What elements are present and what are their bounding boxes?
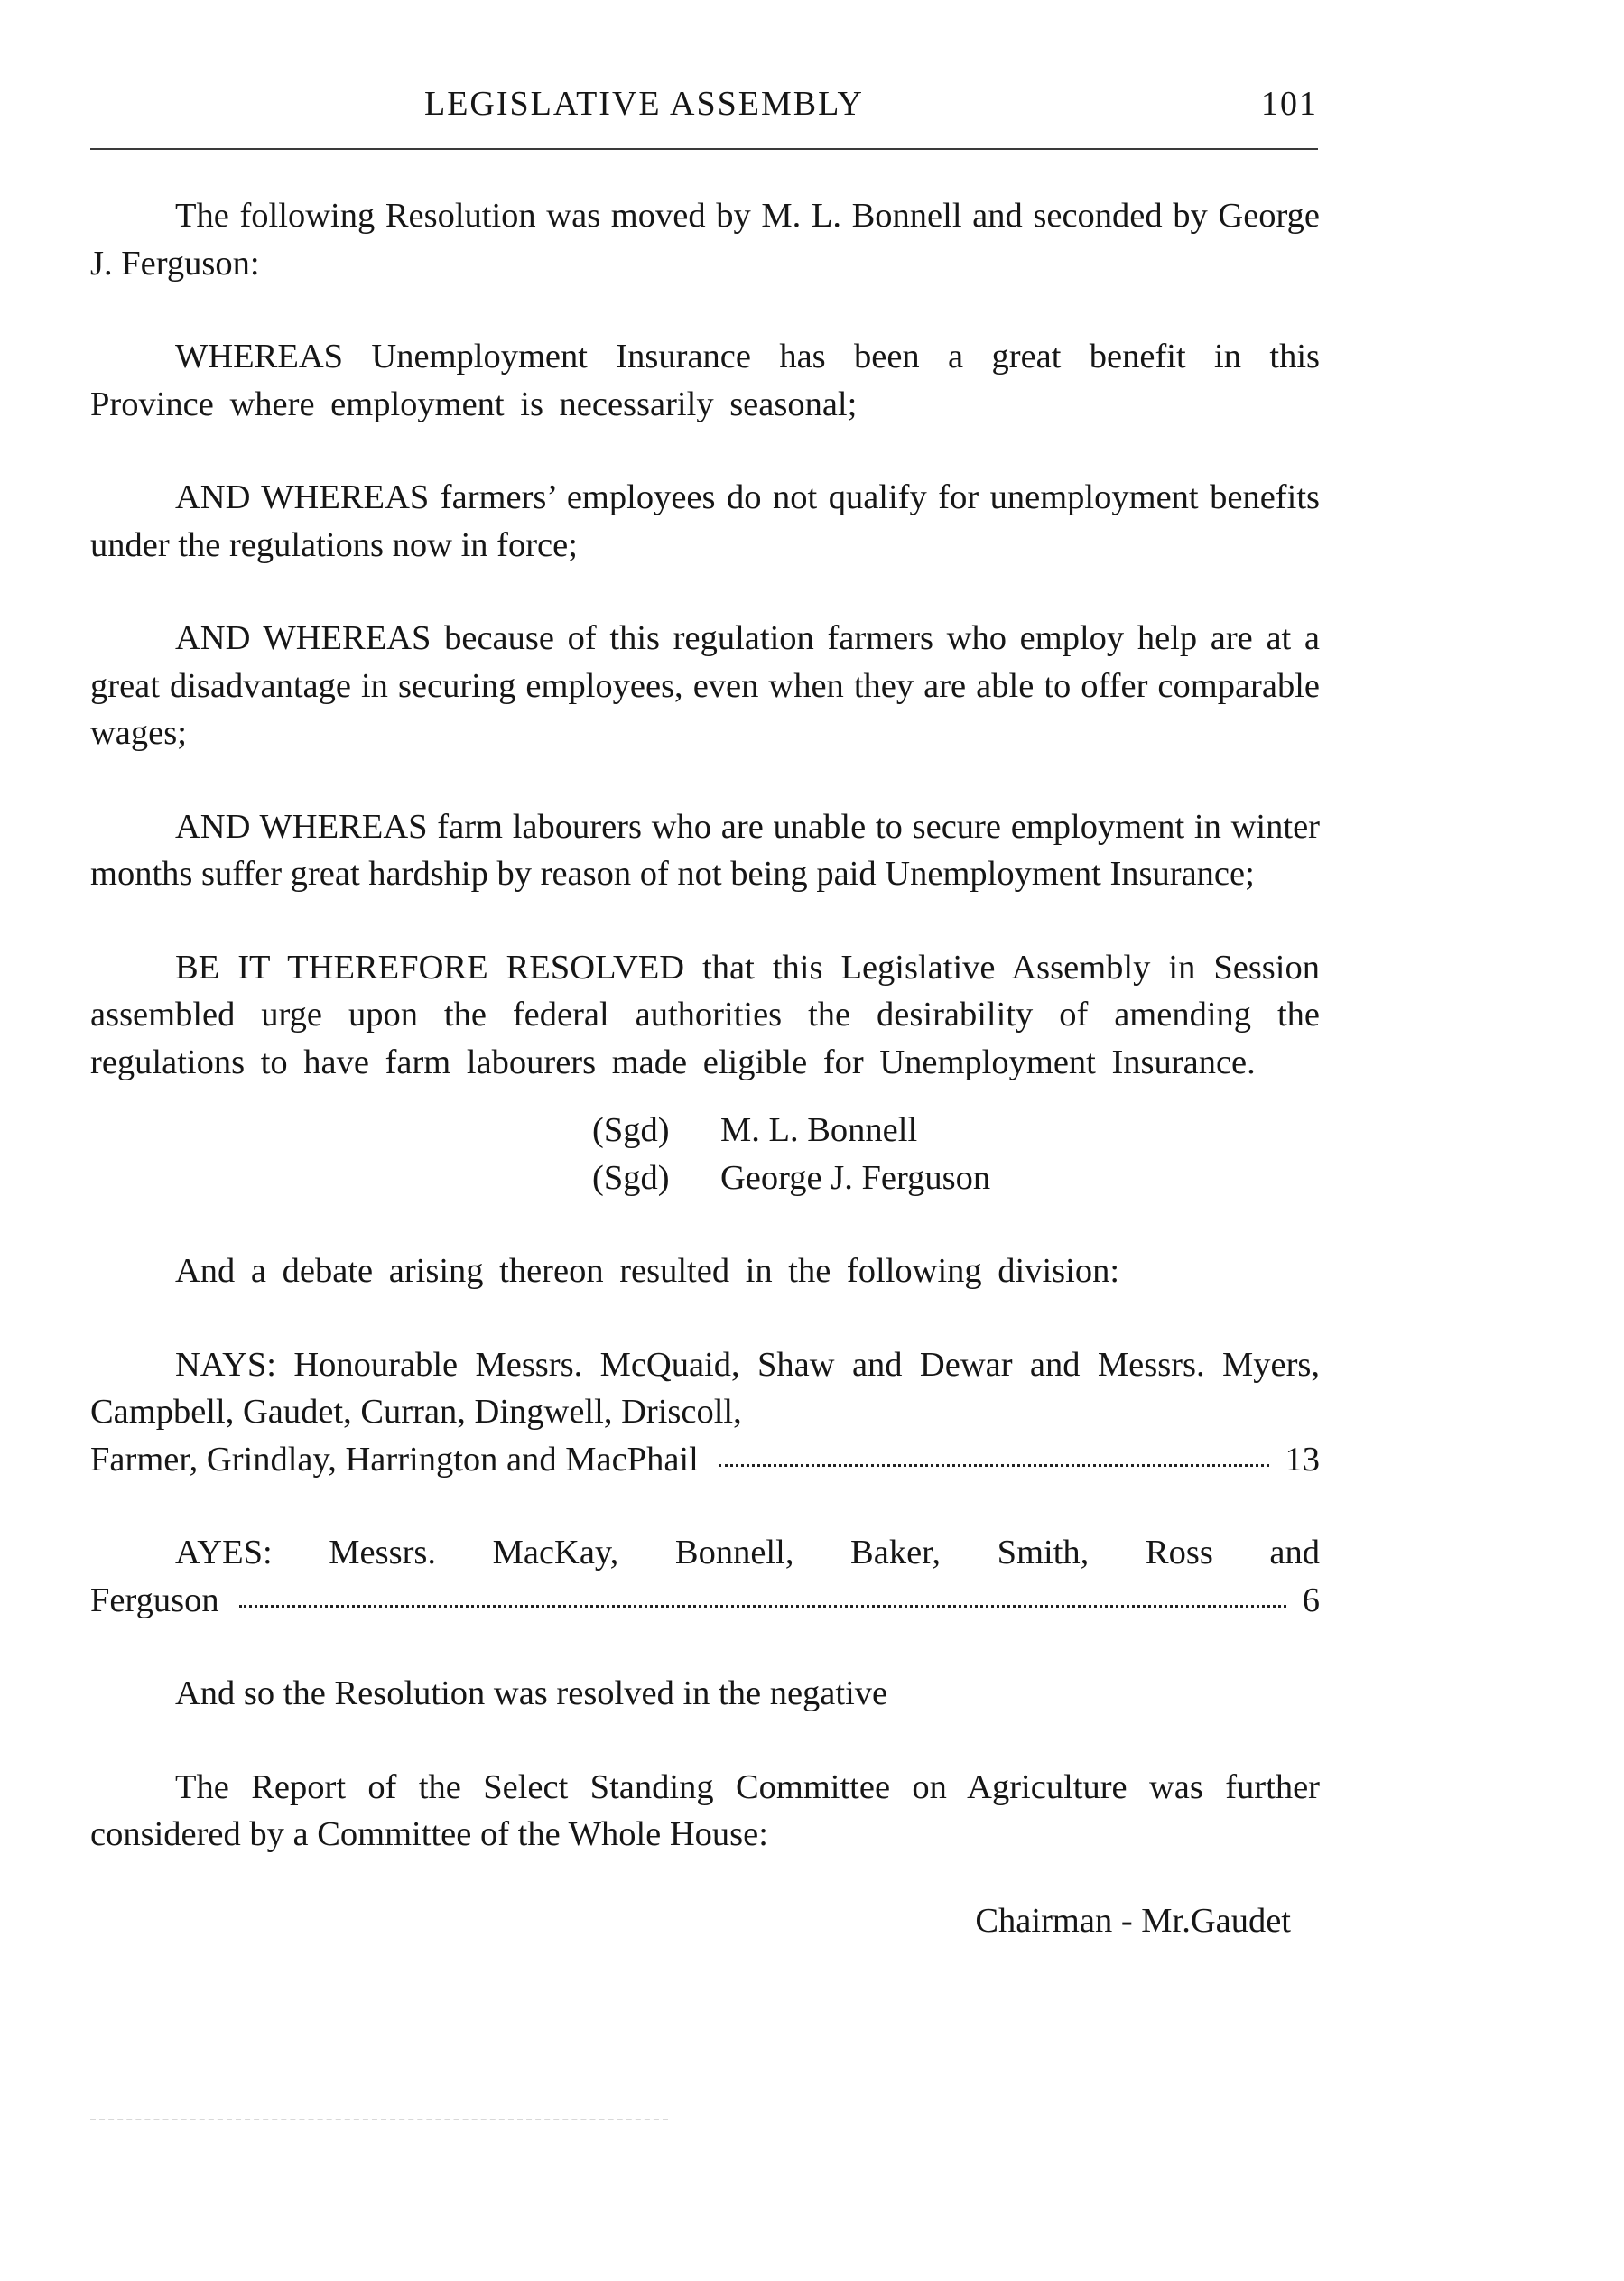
header-rule — [90, 148, 1318, 150]
ayes-total-line — [90, 1577, 1320, 1625]
outcome-paragraph: And so the Resolution was resolved in the negative — [175, 1674, 888, 1712]
chairman-line: Chairman - Mr.Gaudet — [975, 1901, 1291, 1940]
whereas-paragraph-3: AND WHEREAS because of this regulation farmers who employ help are at a great disadvantage in securing employees, even when they are able to offer comparable wages; — [90, 619, 1320, 752]
footer-scan-marks — [90, 2119, 668, 2120]
signature-name: George J. Ferguson — [720, 1158, 991, 1197]
whereas-paragraph-1: WHEREAS Unemployment Insurance has been a great benefit in this Province where employment is necessarily seasonal; — [90, 338, 1320, 423]
intro-paragraph: The following Resolution was moved by M. L. Bonnell and seconded by George J. Ferguson: — [90, 197, 1320, 283]
signature-name: M. L. Bonnell — [720, 1111, 918, 1149]
debate-paragraph: And a debate arising thereon resulted in the following division: — [175, 1252, 1120, 1290]
nays-count: 13 — [1285, 1440, 1320, 1479]
ayes-text-tail: Ferguson — [90, 1581, 219, 1619]
dot-leader — [719, 1464, 1269, 1467]
running-title: LEGISLATIVE ASSEMBLY — [424, 85, 864, 123]
nays-text-tail: Farmer, Grindlay, Harrington and MacPhail — [90, 1440, 699, 1479]
whereas-paragraph-4: AND WHEREAS farm labourers who are unable to secure employment in winter months suffer great hardship by reason of not being paid Unemployment Insurance; — [90, 807, 1320, 893]
signature-line — [592, 1154, 1320, 1202]
report-paragraph: The Report of the Select Standing Committee on Agriculture was further considered by a Committee of the Whole House: — [90, 1767, 1320, 1853]
running-header — [90, 77, 1318, 134]
nays-total-line — [90, 1436, 1320, 1484]
signature-prefix: (Sgd) — [592, 1158, 670, 1197]
page-body — [90, 192, 1320, 1944]
signature-block — [592, 1107, 1320, 1201]
nays-division-entry — [90, 1341, 1320, 1484]
nays-text: NAYS: Honourable Messrs. McQuaid, Shaw and Dewar and Messrs. Myers, Campbell, Gaudet, Curran, Dingwell, Driscoll, — [90, 1345, 1320, 1431]
resolution-paragraph: BE IT THEREFORE RESOLVED that this Legislative Assembly in Session assembled urge upon the federal authorities the desirability of amending the regulations to have farm labourers made eligible for Unemployment Insurance. — [90, 948, 1320, 1081]
whereas-paragraph-2: AND WHEREAS farmers’ employees do not qualify for unemployment benefits under the regulations now in force; — [90, 478, 1320, 564]
ayes-text: AYES: Messrs. MacKay, Bonnell, Baker, Smith, Ross and — [175, 1534, 1320, 1572]
ayes-count: 6 — [1302, 1581, 1320, 1619]
ayes-division-entry — [90, 1529, 1320, 1624]
signature-line — [592, 1107, 1320, 1154]
dot-leader — [239, 1605, 1286, 1608]
page-number: 101 — [1261, 85, 1318, 123]
signature-prefix: (Sgd) — [592, 1111, 670, 1149]
